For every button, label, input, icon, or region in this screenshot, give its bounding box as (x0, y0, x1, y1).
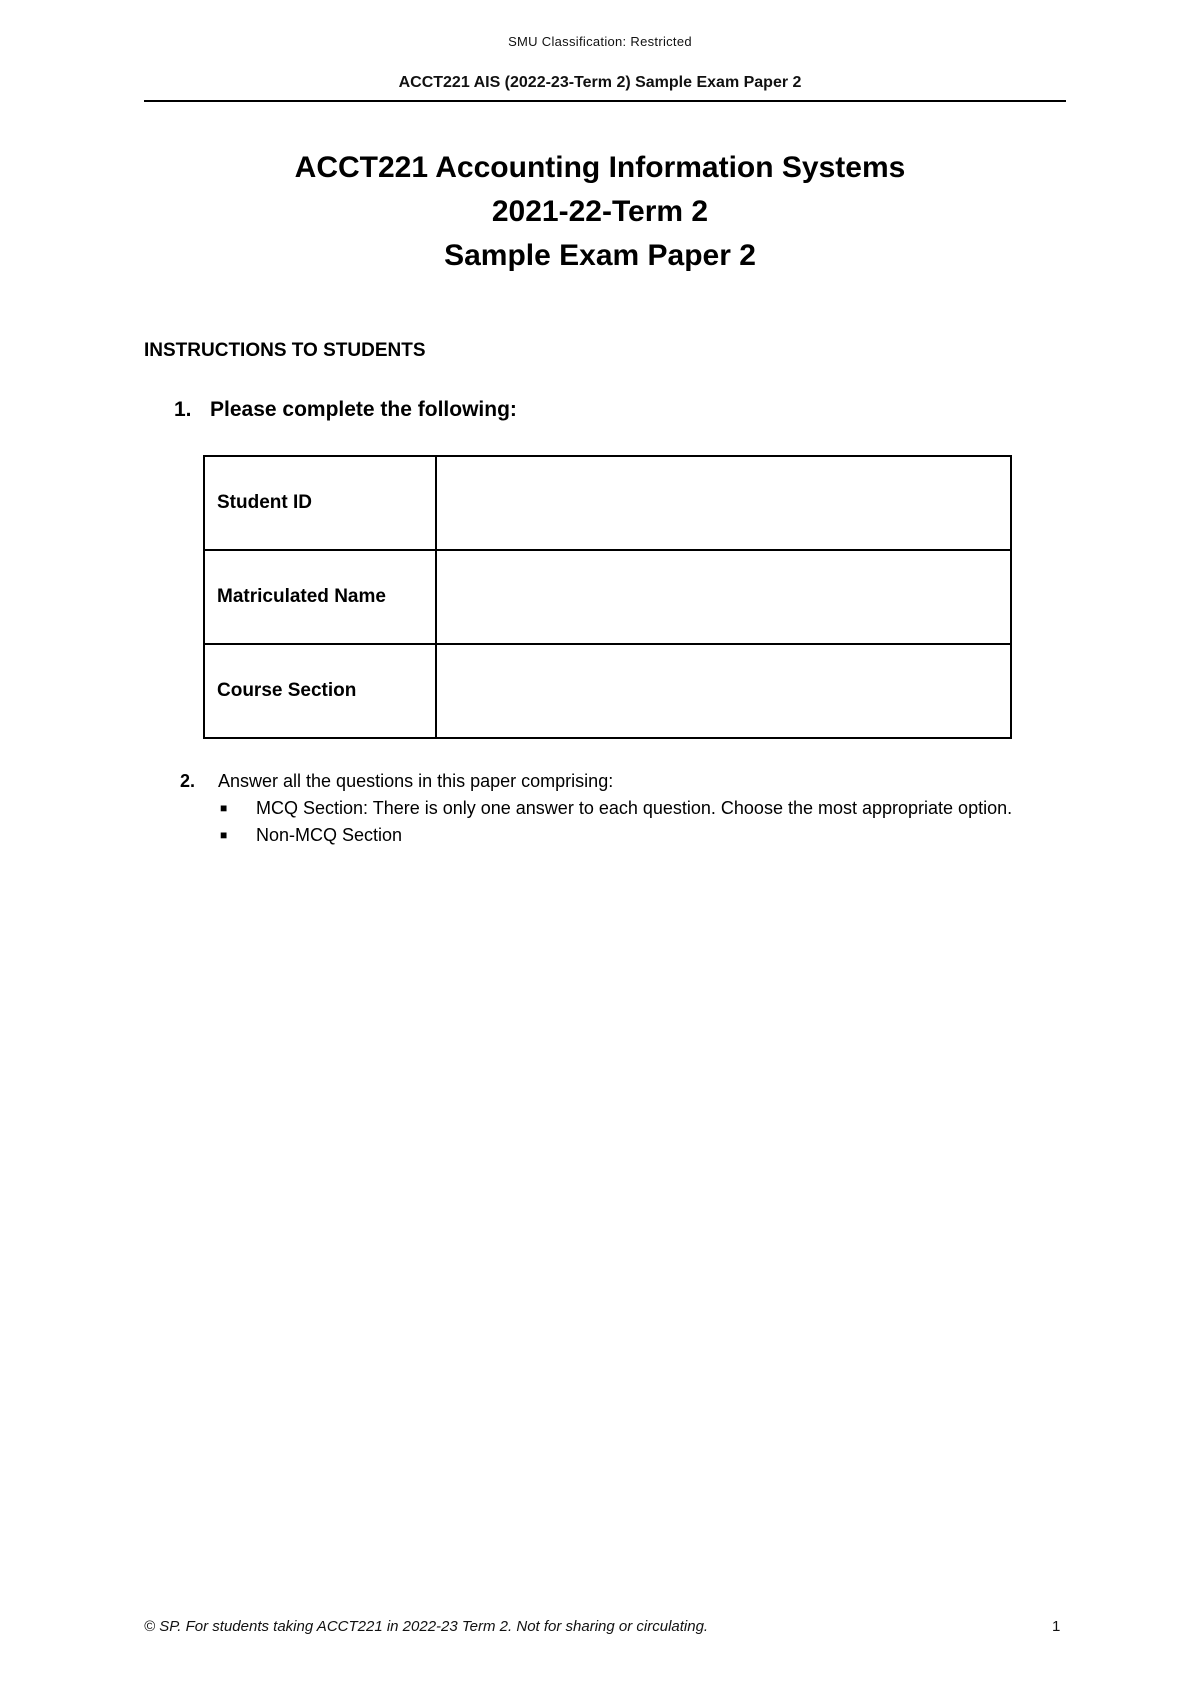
student-id-label: Student ID (204, 456, 436, 550)
instructions-heading: INSTRUCTIONS TO STUDENTS (144, 340, 426, 361)
table-row (204, 550, 1011, 644)
bullet-square-icon: ■ (220, 828, 228, 842)
list-item (218, 822, 1058, 849)
running-header-title: ACCT221 AIS (2022-23-Term 2) Sample Exam Paper 2 (398, 74, 802, 91)
title-term: 2021-22-Term 2 (491, 195, 709, 228)
header-divider (144, 100, 1066, 102)
footer-notice: © SP. For students taking ACCT221 in 2022-23 Term 2. Not for sharing or circulating. (144, 1618, 709, 1635)
step-2-text: Answer all the questions in this paper comprising: (218, 771, 614, 791)
document-title (0, 146, 1200, 278)
page-number: 1 (1052, 1618, 1061, 1635)
list-item (218, 795, 1058, 822)
matriculated-name-label: Matriculated Name (204, 550, 436, 644)
table-row (204, 644, 1011, 738)
step-2-number: 2. (180, 771, 196, 791)
matriculated-name-field[interactable] (436, 550, 1011, 644)
instruction-step-1 (174, 398, 517, 422)
student-id-field[interactable] (436, 456, 1011, 550)
bullet-square-icon: ■ (220, 801, 228, 815)
step-1-text: Please complete the following: (210, 398, 517, 421)
non-mcq-section-text: Non-MCQ Section (256, 825, 403, 845)
section-list (218, 795, 1058, 849)
course-section-label: Course Section (204, 644, 436, 738)
student-details-table (203, 455, 1012, 739)
classification-label: SMU Classification: Restricted (508, 34, 692, 49)
instruction-step-2 (180, 768, 613, 795)
title-paper: Sample Exam Paper 2 (444, 239, 756, 272)
step-1-number: 1. (174, 398, 192, 421)
table-row (204, 456, 1011, 550)
course-section-field[interactable] (436, 644, 1011, 738)
mcq-section-text: MCQ Section: There is only one answer to each question. Choose the most appropriate option. (256, 798, 1013, 818)
title-course: ACCT221 Accounting Information Systems (294, 151, 906, 184)
